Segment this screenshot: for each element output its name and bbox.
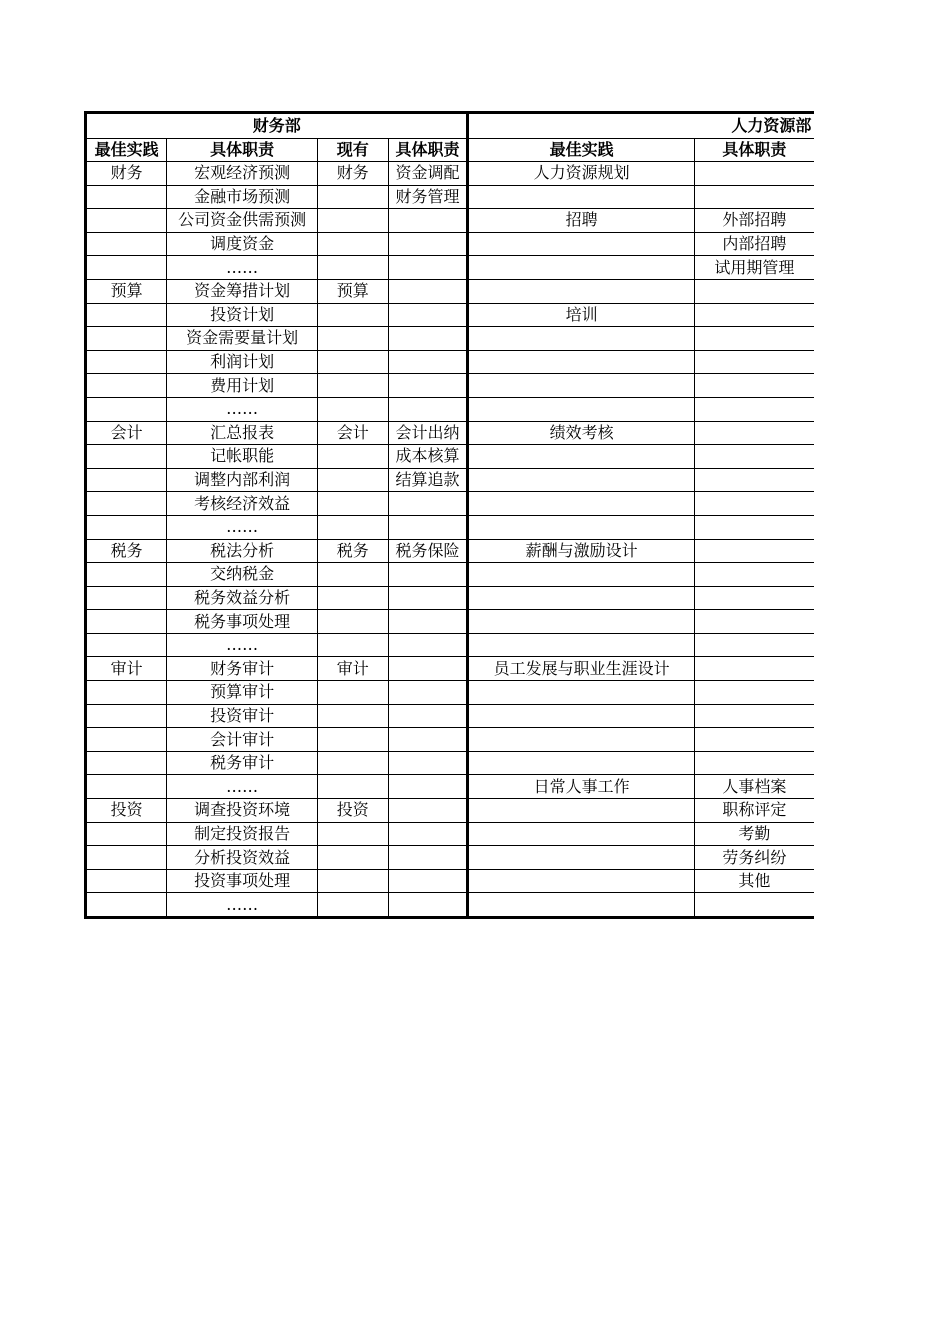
hr-duty-cell	[694, 492, 814, 516]
finance-duty-cell: 记帐职能	[167, 445, 318, 469]
header-responsibilities: 具体职责	[167, 139, 318, 162]
finance-best-practice-cell	[86, 468, 167, 492]
hr-header-best-practice: 最佳实践	[468, 139, 694, 162]
hr-duty-cell	[694, 185, 814, 209]
hr-best-practice-cell	[468, 704, 694, 728]
table-row	[86, 397, 815, 421]
finance-current-duty-cell	[388, 751, 468, 775]
finance-current-duty-cell	[388, 657, 468, 681]
hr-best-practice-cell	[468, 586, 694, 610]
header-current: 现有	[317, 139, 388, 162]
column-header-row	[86, 139, 815, 162]
finance-duty-cell: ……	[167, 775, 318, 799]
finance-current-duty-cell: 税务保险	[388, 539, 468, 563]
finance-current-duty-cell	[388, 350, 468, 374]
finance-duty-cell: 投资事项处理	[167, 869, 318, 893]
finance-best-practice-cell	[86, 185, 167, 209]
finance-current-duty-cell	[388, 279, 468, 303]
finance-best-practice-cell	[86, 445, 167, 469]
hr-best-practice-cell	[468, 633, 694, 657]
hr-best-practice-cell	[468, 751, 694, 775]
department-title-row	[86, 113, 815, 139]
finance-best-practice-cell	[86, 775, 167, 799]
hr-duty-cell	[694, 728, 814, 752]
finance-current-cell	[317, 397, 388, 421]
finance-current-cell	[317, 445, 388, 469]
table-row	[86, 633, 815, 657]
hr-best-practice-cell	[468, 563, 694, 587]
finance-best-practice-cell: 投资	[86, 799, 167, 823]
hr-duty-cell: 劳务纠纷	[694, 846, 814, 870]
finance-best-practice-cell	[86, 681, 167, 705]
hr-best-practice-cell: 绩效考核	[468, 421, 694, 445]
table-row	[86, 610, 815, 634]
finance-current-cell	[317, 468, 388, 492]
finance-current-duty-cell	[388, 633, 468, 657]
hr-best-practice-cell: 培训	[468, 303, 694, 327]
hr-duty-cell	[694, 468, 814, 492]
hr-duty-cell	[694, 539, 814, 563]
finance-best-practice-cell	[86, 397, 167, 421]
finance-current-duty-cell	[388, 775, 468, 799]
hr-duty-cell: 外部招聘	[694, 209, 814, 233]
finance-current-cell	[317, 185, 388, 209]
table-row	[86, 303, 815, 327]
hr-duty-cell: 职称评定	[694, 799, 814, 823]
finance-current-cell	[317, 209, 388, 233]
finance-best-practice-cell	[86, 893, 167, 918]
hr-duty-cell	[694, 704, 814, 728]
hr-duty-cell: 考勤	[694, 822, 814, 846]
finance-duty-cell: ……	[167, 633, 318, 657]
table-row	[86, 822, 815, 846]
hr-duty-cell	[694, 751, 814, 775]
table-row	[86, 563, 815, 587]
finance-current-duty-cell	[388, 822, 468, 846]
spreadsheet-viewport	[84, 111, 814, 914]
finance-duty-cell: 投资审计	[167, 704, 318, 728]
finance-current-cell: 投资	[317, 799, 388, 823]
finance-best-practice-cell	[86, 704, 167, 728]
finance-best-practice-cell	[86, 563, 167, 587]
table-row	[86, 468, 815, 492]
finance-duty-cell: 税务效益分析	[167, 586, 318, 610]
finance-current-cell	[317, 822, 388, 846]
finance-current-duty-cell	[388, 681, 468, 705]
finance-best-practice-cell	[86, 586, 167, 610]
finance-duty-cell: 汇总报表	[167, 421, 318, 445]
finance-current-duty-cell: 财务管理	[388, 185, 468, 209]
hr-best-practice-cell	[468, 846, 694, 870]
finance-duty-cell: 税法分析	[167, 539, 318, 563]
finance-best-practice-cell: 财务	[86, 162, 167, 186]
table-row	[86, 327, 815, 351]
finance-best-practice-cell	[86, 350, 167, 374]
finance-duty-cell: 预算审计	[167, 681, 318, 705]
finance-duty-cell: 资金筹措计划	[167, 279, 318, 303]
finance-current-duty-cell	[388, 209, 468, 233]
hr-duty-cell	[694, 421, 814, 445]
finance-duty-cell: 利润计划	[167, 350, 318, 374]
table-row	[86, 445, 815, 469]
finance-current-cell	[317, 350, 388, 374]
finance-best-practice-cell	[86, 303, 167, 327]
hr-best-practice-cell	[468, 445, 694, 469]
finance-best-practice-cell	[86, 209, 167, 233]
finance-current-cell	[317, 846, 388, 870]
finance-duty-cell: 调度资金	[167, 232, 318, 256]
finance-duty-cell: 税务审计	[167, 751, 318, 775]
table-row	[86, 374, 815, 398]
finance-best-practice-cell: 预算	[86, 279, 167, 303]
finance-duty-cell: 费用计划	[167, 374, 318, 398]
table-row	[86, 539, 815, 563]
finance-duty-cell: 调整内部利润	[167, 468, 318, 492]
finance-best-practice-cell	[86, 610, 167, 634]
finance-current-cell	[317, 681, 388, 705]
finance-current-duty-cell	[388, 728, 468, 752]
finance-current-cell	[317, 610, 388, 634]
finance-current-cell	[317, 728, 388, 752]
hr-best-practice-cell	[468, 327, 694, 351]
finance-current-duty-cell	[388, 374, 468, 398]
finance-current-duty-cell	[388, 327, 468, 351]
hr-best-practice-cell: 人力资源规划	[468, 162, 694, 186]
hr-duty-cell	[694, 563, 814, 587]
finance-duty-cell: 公司资金供需预测	[167, 209, 318, 233]
finance-current-duty-cell	[388, 893, 468, 918]
finance-current-cell	[317, 869, 388, 893]
finance-best-practice-cell: 审计	[86, 657, 167, 681]
finance-duty-cell: ……	[167, 256, 318, 280]
hr-best-practice-cell	[468, 350, 694, 374]
hr-dept-title: 人力资源部	[468, 113, 814, 139]
finance-current-cell: 审计	[317, 657, 388, 681]
table-row	[86, 586, 815, 610]
finance-best-practice-cell: 会计	[86, 421, 167, 445]
table-row	[86, 893, 815, 918]
finance-current-cell	[317, 586, 388, 610]
finance-current-cell	[317, 633, 388, 657]
hr-best-practice-cell	[468, 279, 694, 303]
finance-best-practice-cell	[86, 751, 167, 775]
hr-best-practice-cell: 招聘	[468, 209, 694, 233]
table-row	[86, 704, 815, 728]
finance-best-practice-cell	[86, 869, 167, 893]
finance-best-practice-cell	[86, 822, 167, 846]
hr-best-practice-cell: 员工发展与职业生涯设计	[468, 657, 694, 681]
finance-current-cell	[317, 704, 388, 728]
hr-duty-cell: 人事档案	[694, 775, 814, 799]
hr-duty-cell	[694, 327, 814, 351]
finance-current-cell	[317, 303, 388, 327]
finance-current-duty-cell	[388, 869, 468, 893]
finance-best-practice-cell	[86, 374, 167, 398]
hr-best-practice-cell	[468, 492, 694, 516]
table-row	[86, 209, 815, 233]
hr-duty-cell	[694, 303, 814, 327]
hr-duty-cell	[694, 633, 814, 657]
finance-current-cell	[317, 256, 388, 280]
hr-best-practice-cell	[468, 681, 694, 705]
finance-duty-cell: 金融市场预测	[167, 185, 318, 209]
finance-duty-cell: ……	[167, 397, 318, 421]
finance-current-duty-cell: 会计出纳	[388, 421, 468, 445]
finance-current-duty-cell	[388, 492, 468, 516]
finance-current-duty-cell: 资金调配	[388, 162, 468, 186]
table-row	[86, 421, 815, 445]
hr-duty-cell	[694, 610, 814, 634]
finance-best-practice-cell	[86, 327, 167, 351]
finance-best-practice-cell	[86, 515, 167, 539]
finance-current-duty-cell	[388, 799, 468, 823]
finance-current-cell	[317, 893, 388, 918]
hr-duty-cell	[694, 681, 814, 705]
table-row	[86, 279, 815, 303]
finance-duty-cell: 会计审计	[167, 728, 318, 752]
hr-duty-cell	[694, 515, 814, 539]
finance-current-cell	[317, 563, 388, 587]
hr-duty-cell	[694, 279, 814, 303]
finance-current-duty-cell	[388, 586, 468, 610]
table-row	[86, 232, 815, 256]
finance-best-practice-cell	[86, 492, 167, 516]
finance-best-practice-cell	[86, 633, 167, 657]
hr-duty-cell	[694, 657, 814, 681]
finance-current-duty-cell: 结算追款	[388, 468, 468, 492]
table-row	[86, 751, 815, 775]
finance-current-duty-cell	[388, 303, 468, 327]
table-row	[86, 162, 815, 186]
table-row	[86, 256, 815, 280]
hr-duty-cell	[694, 445, 814, 469]
table-row	[86, 728, 815, 752]
header-best-practice: 最佳实践	[86, 139, 167, 162]
finance-duty-cell: 调查投资环境	[167, 799, 318, 823]
hr-best-practice-cell	[468, 893, 694, 918]
finance-best-practice-cell	[86, 232, 167, 256]
finance-best-practice-cell: 税务	[86, 539, 167, 563]
table-row	[86, 492, 815, 516]
finance-current-duty-cell: 成本核算	[388, 445, 468, 469]
table-row	[86, 681, 815, 705]
finance-current-duty-cell	[388, 515, 468, 539]
finance-current-duty-cell	[388, 397, 468, 421]
finance-current-cell: 税务	[317, 539, 388, 563]
hr-best-practice-cell	[468, 232, 694, 256]
hr-duty-cell	[694, 162, 814, 186]
finance-current-cell: 财务	[317, 162, 388, 186]
hr-best-practice-cell: 日常人事工作	[468, 775, 694, 799]
finance-current-duty-cell	[388, 846, 468, 870]
hr-best-practice-cell	[468, 822, 694, 846]
header-current-responsibilities: 具体职责	[388, 139, 468, 162]
hr-duty-cell	[694, 397, 814, 421]
finance-duty-cell: 税务事项处理	[167, 610, 318, 634]
finance-duty-cell: 交纳税金	[167, 563, 318, 587]
finance-duty-cell: 资金需要量计划	[167, 327, 318, 351]
finance-best-practice-cell	[86, 728, 167, 752]
table-row	[86, 846, 815, 870]
hr-best-practice-cell	[468, 374, 694, 398]
finance-current-duty-cell	[388, 704, 468, 728]
hr-duty-cell: 其他	[694, 869, 814, 893]
hr-duty-cell	[694, 586, 814, 610]
hr-duty-cell	[694, 374, 814, 398]
table-row	[86, 185, 815, 209]
finance-current-cell	[317, 374, 388, 398]
table-row	[86, 799, 815, 823]
hr-duty-cell	[694, 893, 814, 918]
finance-duty-cell: 考核经济效益	[167, 492, 318, 516]
table-row	[86, 350, 815, 374]
hr-duty-cell: 内部招聘	[694, 232, 814, 256]
table-row	[86, 775, 815, 799]
hr-header-responsibilities: 具体职责	[694, 139, 814, 162]
hr-best-practice-cell	[468, 397, 694, 421]
finance-duty-cell: ……	[167, 893, 318, 918]
finance-best-practice-cell	[86, 846, 167, 870]
table-row	[86, 515, 815, 539]
hr-best-practice-cell	[468, 185, 694, 209]
finance-current-duty-cell	[388, 256, 468, 280]
finance-duty-cell: 财务审计	[167, 657, 318, 681]
hr-best-practice-cell	[468, 256, 694, 280]
hr-best-practice-cell	[468, 515, 694, 539]
finance-best-practice-cell	[86, 256, 167, 280]
hr-best-practice-cell	[468, 468, 694, 492]
hr-best-practice-cell	[468, 799, 694, 823]
finance-dept-title: 财务部	[86, 113, 468, 139]
finance-current-cell	[317, 751, 388, 775]
finance-duty-cell: 分析投资效益	[167, 846, 318, 870]
table-row	[86, 869, 815, 893]
table-row	[86, 657, 815, 681]
finance-duty-cell: 投资计划	[167, 303, 318, 327]
hr-duty-cell: 试用期管理	[694, 256, 814, 280]
hr-best-practice-cell	[468, 869, 694, 893]
responsibility-table	[84, 111, 814, 919]
finance-current-cell	[317, 327, 388, 351]
hr-best-practice-cell: 薪酬与激励设计	[468, 539, 694, 563]
finance-current-cell: 会计	[317, 421, 388, 445]
hr-best-practice-cell	[468, 728, 694, 752]
finance-current-cell: 预算	[317, 279, 388, 303]
hr-duty-cell	[694, 350, 814, 374]
finance-current-cell	[317, 492, 388, 516]
finance-duty-cell: 宏观经济预测	[167, 162, 318, 186]
finance-duty-cell: ……	[167, 515, 318, 539]
finance-current-duty-cell	[388, 610, 468, 634]
finance-current-duty-cell	[388, 563, 468, 587]
finance-current-cell	[317, 775, 388, 799]
finance-current-cell	[317, 232, 388, 256]
finance-current-duty-cell	[388, 232, 468, 256]
finance-duty-cell: 制定投资报告	[167, 822, 318, 846]
hr-best-practice-cell	[468, 610, 694, 634]
finance-current-cell	[317, 515, 388, 539]
